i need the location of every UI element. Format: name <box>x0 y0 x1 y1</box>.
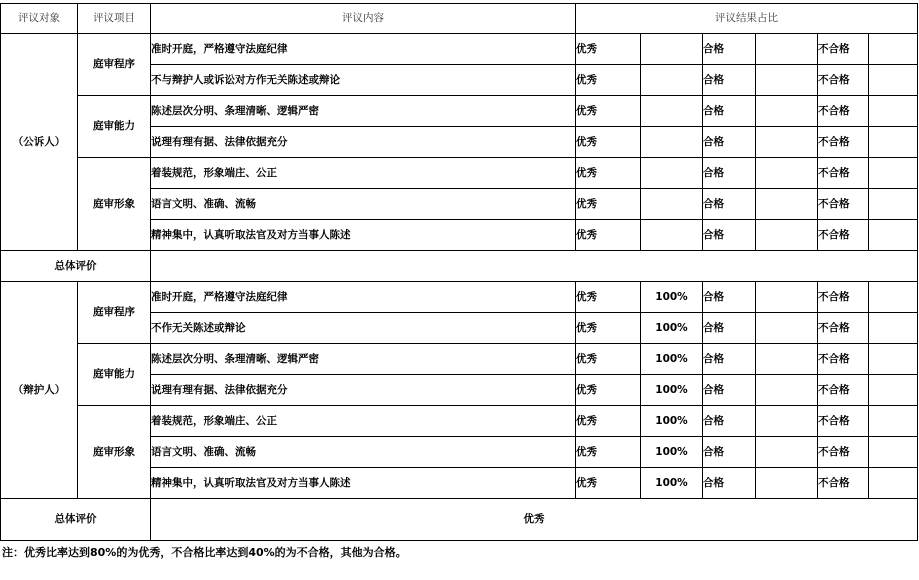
excellent-percent: 100% <box>641 313 703 344</box>
pass-percent <box>756 34 818 65</box>
header-object: 评议对象 <box>1 4 78 34</box>
excellent-label: 优秀 <box>576 344 641 375</box>
pass-percent <box>756 65 818 96</box>
excellent-percent <box>641 220 703 251</box>
pass-label: 合格 <box>703 65 756 96</box>
evaluation-content: 说理有理有据、法律依据充分 <box>151 127 576 158</box>
fail-percent <box>869 189 918 220</box>
excellent-percent: 100% <box>641 282 703 313</box>
pass-percent <box>756 96 818 127</box>
total-evaluation-label: 总体评价 <box>1 499 151 541</box>
evaluation-content: 语言文明、准确、流畅 <box>151 189 576 220</box>
evaluation-category: 庭审能力 <box>78 344 151 406</box>
header-result: 评议结果占比 <box>576 4 918 34</box>
excellent-percent <box>641 189 703 220</box>
pass-label: 合格 <box>703 375 756 406</box>
excellent-label: 优秀 <box>576 313 641 344</box>
pass-percent <box>756 158 818 189</box>
excellent-label: 优秀 <box>576 437 641 468</box>
total-row <box>1 499 918 541</box>
evaluation-category: 庭审程序 <box>78 34 151 96</box>
fail-percent <box>869 375 918 406</box>
evaluation-content: 语言文明、准确、流畅 <box>151 437 576 468</box>
pass-percent <box>756 375 818 406</box>
fail-percent <box>869 65 918 96</box>
fail-label: 不合格 <box>818 34 869 65</box>
evaluation-category: 庭审能力 <box>78 96 151 158</box>
pass-label: 合格 <box>703 96 756 127</box>
pass-label: 合格 <box>703 344 756 375</box>
excellent-percent: 100% <box>641 437 703 468</box>
total-evaluation-value: 优秀 <box>151 499 918 541</box>
evaluation-category: 庭审形象 <box>78 158 151 251</box>
table-row <box>1 282 918 313</box>
fail-label: 不合格 <box>818 189 869 220</box>
pass-label: 合格 <box>703 406 756 437</box>
excellent-percent <box>641 34 703 65</box>
table-body <box>1 4 918 541</box>
evaluation-content: 不作无关陈述或辩论 <box>151 313 576 344</box>
fail-label: 不合格 <box>818 282 869 313</box>
evaluation-object: （公诉人） <box>1 34 78 251</box>
pass-label: 合格 <box>703 34 756 65</box>
total-evaluation-value <box>151 251 918 282</box>
header-row <box>1 4 918 34</box>
fail-label: 不合格 <box>818 437 869 468</box>
fail-percent <box>869 127 918 158</box>
evaluation-content: 准时开庭，严格遵守法庭纪律 <box>151 34 576 65</box>
excellent-percent: 100% <box>641 468 703 499</box>
total-evaluation-label: 总体评价 <box>1 251 151 282</box>
excellent-label: 优秀 <box>576 282 641 313</box>
pass-percent <box>756 468 818 499</box>
fail-percent <box>869 437 918 468</box>
pass-label: 合格 <box>703 437 756 468</box>
pass-percent <box>756 127 818 158</box>
fail-percent <box>869 282 918 313</box>
pass-label: 合格 <box>703 282 756 313</box>
excellent-percent: 100% <box>641 344 703 375</box>
evaluation-content: 精神集中，认真听取法官及对方当事人陈述 <box>151 468 576 499</box>
footnote: 注：优秀比率达到80%的为优秀，不合格比率达到40%的为不合格，其他为合格。 <box>2 546 407 559</box>
fail-label: 不合格 <box>818 96 869 127</box>
excellent-label: 优秀 <box>576 127 641 158</box>
table-row <box>1 406 918 437</box>
table-row <box>1 34 918 65</box>
excellent-percent: 100% <box>641 375 703 406</box>
pass-label: 合格 <box>703 313 756 344</box>
table-row <box>1 158 918 189</box>
excellent-percent <box>641 96 703 127</box>
fail-percent <box>869 158 918 189</box>
fail-percent <box>869 468 918 499</box>
pass-percent <box>756 282 818 313</box>
fail-percent <box>869 220 918 251</box>
evaluation-category: 庭审程序 <box>78 282 151 344</box>
fail-label: 不合格 <box>818 127 869 158</box>
evaluation-object: （辩护人） <box>1 282 78 499</box>
header-content: 评议内容 <box>151 4 576 34</box>
excellent-label: 优秀 <box>576 34 641 65</box>
evaluation-content: 精神集中，认真听取法官及对方当事人陈述 <box>151 220 576 251</box>
pass-percent <box>756 406 818 437</box>
fail-percent <box>869 96 918 127</box>
evaluation-table <box>0 3 918 541</box>
evaluation-content: 着装规范，形象端庄、公正 <box>151 158 576 189</box>
fail-label: 不合格 <box>818 65 869 96</box>
fail-label: 不合格 <box>818 468 869 499</box>
excellent-label: 优秀 <box>576 375 641 406</box>
fail-percent <box>869 406 918 437</box>
excellent-percent <box>641 127 703 158</box>
evaluation-content: 陈述层次分明、条理清晰、逻辑严密 <box>151 344 576 375</box>
evaluation-content: 准时开庭，严格遵守法庭纪律 <box>151 282 576 313</box>
pass-label: 合格 <box>703 220 756 251</box>
fail-label: 不合格 <box>818 375 869 406</box>
header-item: 评议项目 <box>78 4 151 34</box>
fail-label: 不合格 <box>818 158 869 189</box>
excellent-percent: 100% <box>641 406 703 437</box>
fail-label: 不合格 <box>818 344 869 375</box>
pass-percent <box>756 189 818 220</box>
pass-label: 合格 <box>703 158 756 189</box>
pass-label: 合格 <box>703 468 756 499</box>
table-row <box>1 344 918 375</box>
evaluation-content: 着装规范，形象端庄、公正 <box>151 406 576 437</box>
fail-label: 不合格 <box>818 406 869 437</box>
evaluation-category: 庭审形象 <box>78 406 151 499</box>
fail-percent <box>869 34 918 65</box>
fail-percent <box>869 344 918 375</box>
excellent-label: 优秀 <box>576 468 641 499</box>
excellent-label: 优秀 <box>576 96 641 127</box>
pass-percent <box>756 344 818 375</box>
excellent-label: 优秀 <box>576 189 641 220</box>
excellent-percent <box>641 65 703 96</box>
evaluation-content: 说理有理有据、法律依据充分 <box>151 375 576 406</box>
fail-label: 不合格 <box>818 313 869 344</box>
excellent-label: 优秀 <box>576 158 641 189</box>
pass-percent <box>756 313 818 344</box>
table-row <box>1 96 918 127</box>
excellent-label: 优秀 <box>576 65 641 96</box>
pass-label: 合格 <box>703 189 756 220</box>
fail-label: 不合格 <box>818 220 869 251</box>
pass-label: 合格 <box>703 127 756 158</box>
pass-percent <box>756 220 818 251</box>
excellent-percent <box>641 158 703 189</box>
pass-percent <box>756 437 818 468</box>
fail-percent <box>869 313 918 344</box>
evaluation-content: 陈述层次分明、条理清晰、逻辑严密 <box>151 96 576 127</box>
total-row <box>1 251 918 282</box>
evaluation-content: 不与辩护人或诉讼对方作无关陈述或辩论 <box>151 65 576 96</box>
excellent-label: 优秀 <box>576 406 641 437</box>
excellent-label: 优秀 <box>576 220 641 251</box>
